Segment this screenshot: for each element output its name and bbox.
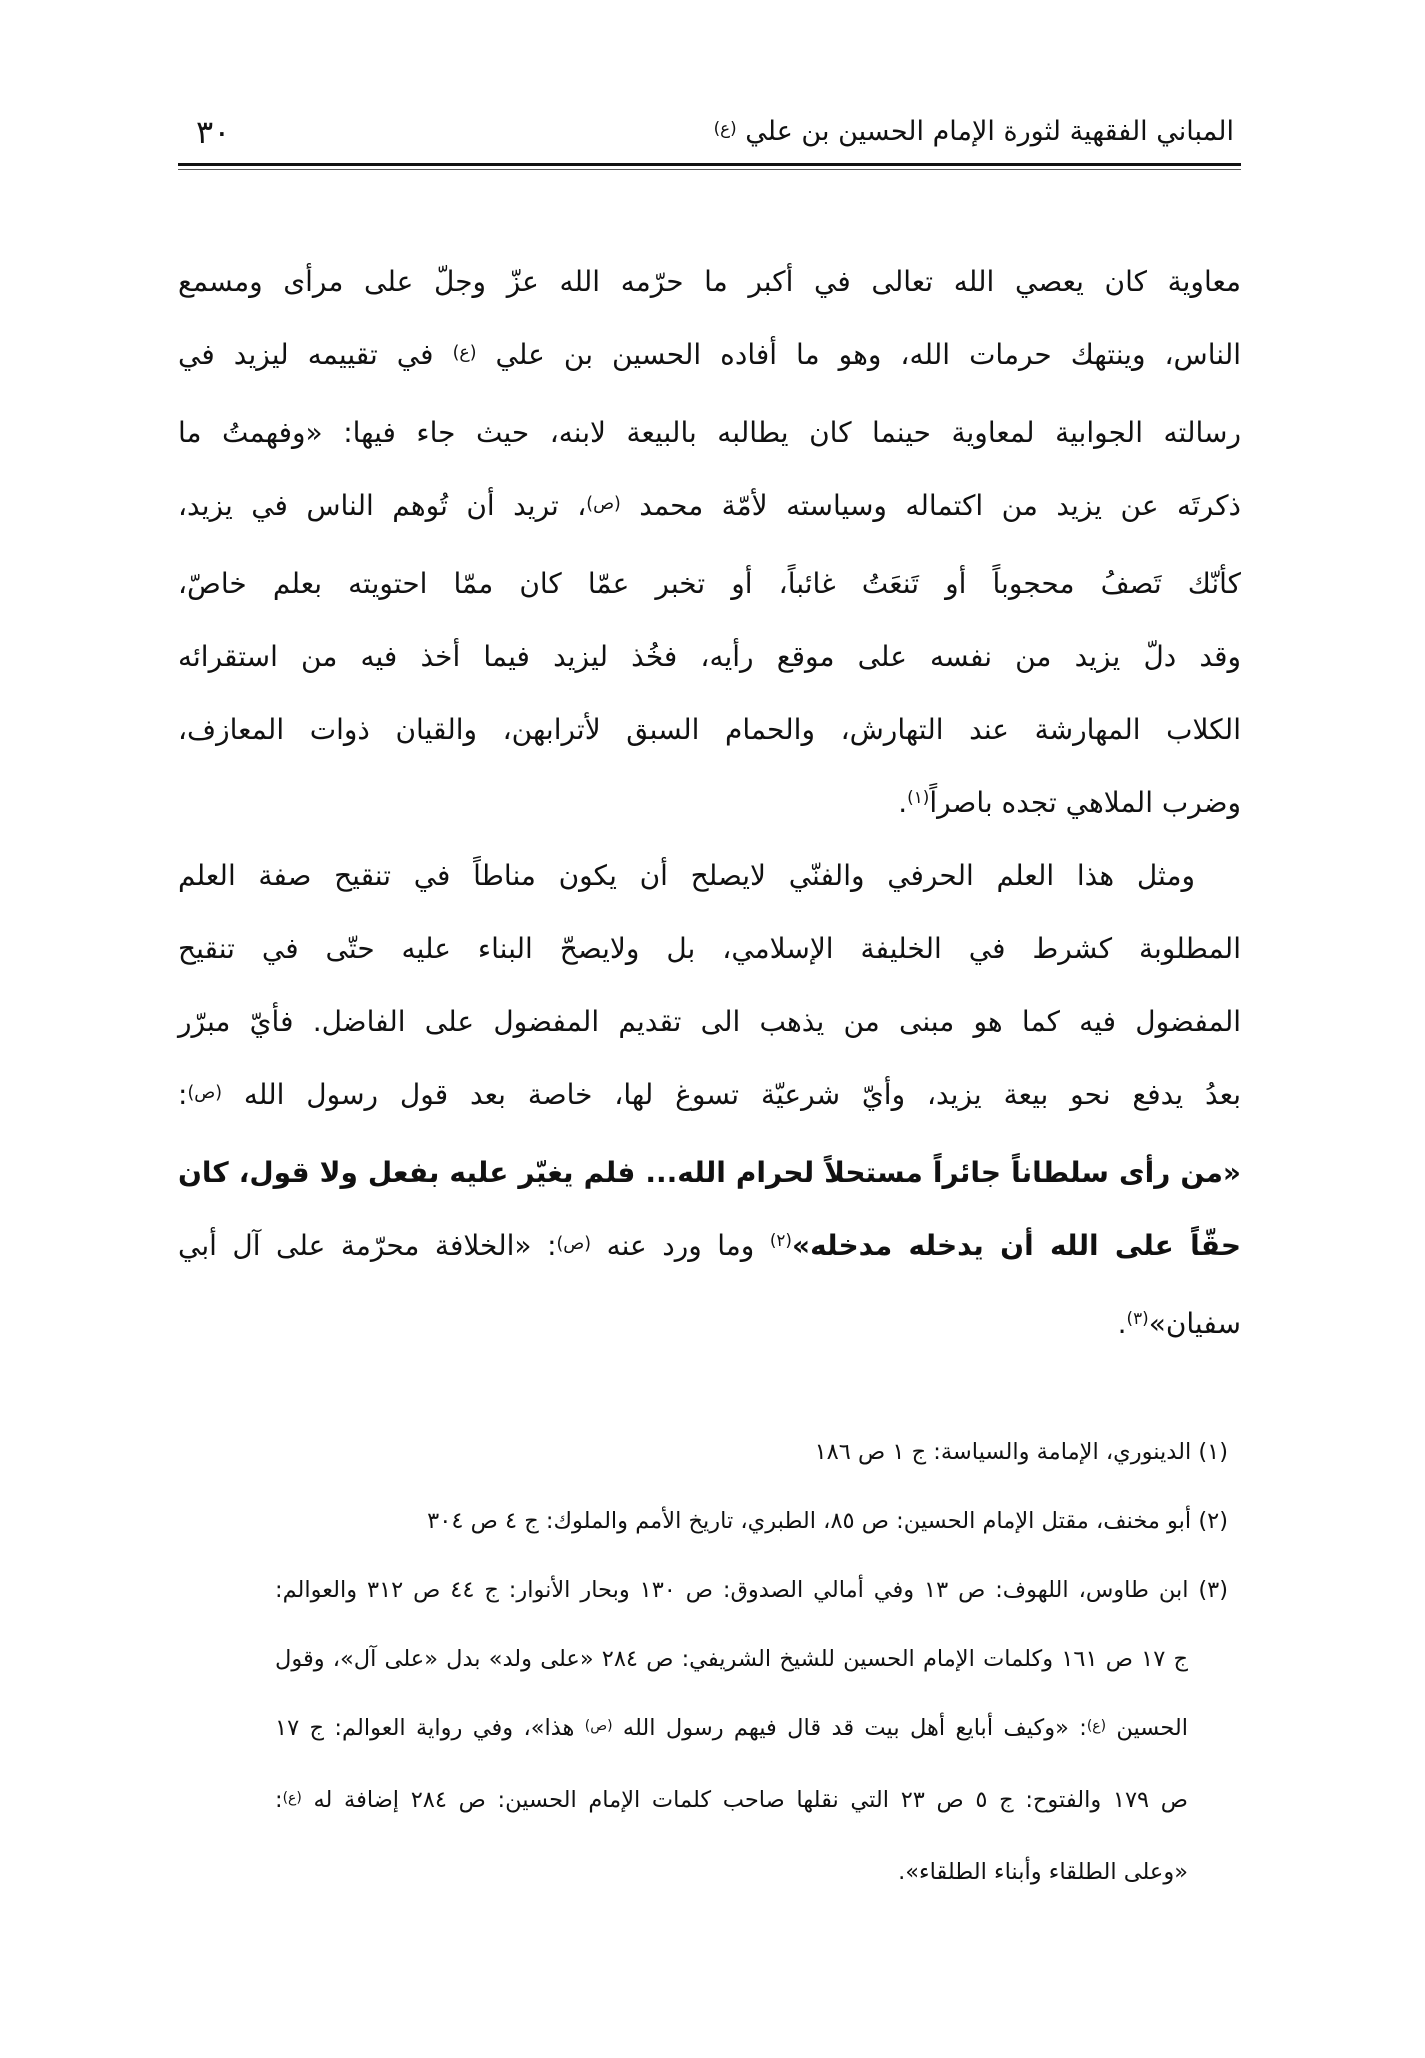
body-line: معاوية كان يعصي الله تعالى في أكبر ما حرّمه الله عزّ وجلّ على مرأى ومسمع (178, 265, 1241, 298)
honorific-symbol: (ع) (713, 118, 737, 139)
body-line (178, 1287, 1241, 1360)
text-segment: ص ١٧٩ والفتوح: ج ٥ ص ٢٣ التي نقلها صاحب كلمات الإمام الحسين: ص ٢٨٤ إضافة له (313, 1787, 1188, 1813)
text-segment: . (898, 786, 908, 819)
text-segment: الحسين (1116, 1715, 1189, 1741)
body-line: المفضول فيه كما هو مبنى من يذهب الى تقديم المفضول على الفاضل. فأيّ مبرّر (178, 1005, 1241, 1038)
footnote-line (275, 1694, 1228, 1766)
body-line-hadith: «من رأى سلطاناً جائراً مستحلاً لحرام الله... فلم يغيّر عليه بفعل ولا قول، كان (178, 1156, 1241, 1189)
body-text (178, 245, 1241, 1360)
honorific-symbol: (ص) (584, 1718, 613, 1735)
running-title (714, 112, 1234, 154)
text-segment: سفيان» (1148, 1307, 1241, 1340)
footnote-ref: (١) (907, 786, 930, 807)
page-number: ٣٠ (196, 113, 231, 151)
text-segment: وضرب الملاهي تجده باصراً (929, 786, 1241, 819)
honorific-symbol: (ص) (187, 1082, 222, 1103)
body-line: ومثل هذا العلم الحرفي والفنّي لايصلح أن يكون مناطاً في تنقيح صفة العلم (178, 859, 1195, 892)
text-segment: وما ورد عنه (606, 1229, 755, 1262)
footnote-line: (٢) أبو مخنف، مقتل الإمام الحسين: ص ٨٥، الطبري، تاريخ الأمم والملوك: ج ٤ ص ٣٠٤ (427, 1508, 1228, 1534)
honorific-symbol: (ص) (556, 1233, 592, 1254)
header-rule-thin (178, 169, 1241, 170)
text-segment: الناس، وينتهك حرمات الله، وهو ما أفاده الحسين بن علي (495, 338, 1242, 371)
footnotes (275, 1418, 1228, 1907)
footnote-line: (٣) ابن طاوس، اللهوف: ص ١٣ وفي أمالي الصدوق: ص ١٣٠ وبحار الأنوار: ج ٤٤ ص ٣١٢ والعوالم: (275, 1577, 1229, 1603)
footnote-ref: (٢) (769, 1229, 792, 1250)
body-line: الكلاب المهارشة عند التهارش، والحمام السبق لأترابهن، والقيان ذوات المعازف، (178, 713, 1241, 746)
body-line: المطلوبة كشرط في الخليفة الإسلامي، بل ولايصحّ البناء عليه حتّى في تنقيح (178, 932, 1241, 965)
running-title-text: المباني الفقهية لثورة الإمام الحسين بن علي (745, 116, 1234, 147)
text-segment: : (178, 1078, 188, 1111)
header-rule (178, 163, 1241, 166)
text-segment: : (275, 1787, 283, 1813)
text-segment: ، تريد أن تُوهم الناس في يزيد، (178, 489, 587, 522)
text-segment: : «الخلافة محرّمة على آل أبي (178, 1229, 557, 1262)
footnote-ref: (٣) (1126, 1307, 1149, 1328)
body-line (178, 318, 1241, 396)
honorific-symbol: (ع) (452, 342, 477, 363)
text-segment: : «وكيف أبايع أهل بيت قد قال فيهم رسول الله (622, 1715, 1087, 1741)
hadith-text: حقّاً على الله أن يدخله مدخله» (791, 1229, 1242, 1262)
body-line (178, 766, 1241, 839)
text-segment: . (1117, 1307, 1127, 1340)
footnote-line: ج ١٧ ص ١٦١ وكلمات الإمام الحسين للشيخ الشريفي: ص ٢٨٤ «على ولد» بدل «على آل»، وقول (275, 1646, 1188, 1672)
body-line (178, 1209, 1241, 1287)
honorific-symbol: (ص) (586, 493, 621, 514)
text-segment: هذا»، وفي رواية العوالم: ج ١٧ (275, 1715, 575, 1741)
body-line: رسالته الجوابية لمعاوية حينما كان يطالبه بالبيعة لابنه، حيث جاء فيها: «وفهمتُ ما (178, 416, 1241, 449)
body-line (178, 1058, 1241, 1136)
body-line: وقد دلّ يزيد من نفسه على موقع رأيه، فخُذ ليزيد فيما أخذ فيه من استقرائه (178, 640, 1241, 673)
footnote-line: (١) الدينوري، الإمامة والسياسة: ج ١ ص ١٨٦ (814, 1439, 1228, 1465)
honorific-symbol: (ع) (1086, 1718, 1107, 1735)
body-line: كأنّك تَصفُ محجوباً أو تَنعَتُ غائباً، أو تخبر عمّا كان ممّا احتويته بعلم خاصّ، (178, 567, 1241, 600)
text-segment: بعدُ يدفع نحو بيعة يزيد، وأيّ شرعيّة تسوغ لها، خاصة بعد قول رسول الله (243, 1078, 1241, 1111)
footnote-line (275, 1766, 1228, 1838)
footnote-line: «وعلى الطلقاء وأبناء الطلقاء». (898, 1859, 1188, 1885)
text-segment: ذكرتَه عن يزيد من اكتماله وسياسته لأمّة محمد (639, 489, 1242, 522)
honorific-symbol: (ع) (282, 1790, 302, 1807)
body-line (178, 469, 1241, 547)
text-segment: في تقييمه ليزيد في (178, 338, 434, 371)
